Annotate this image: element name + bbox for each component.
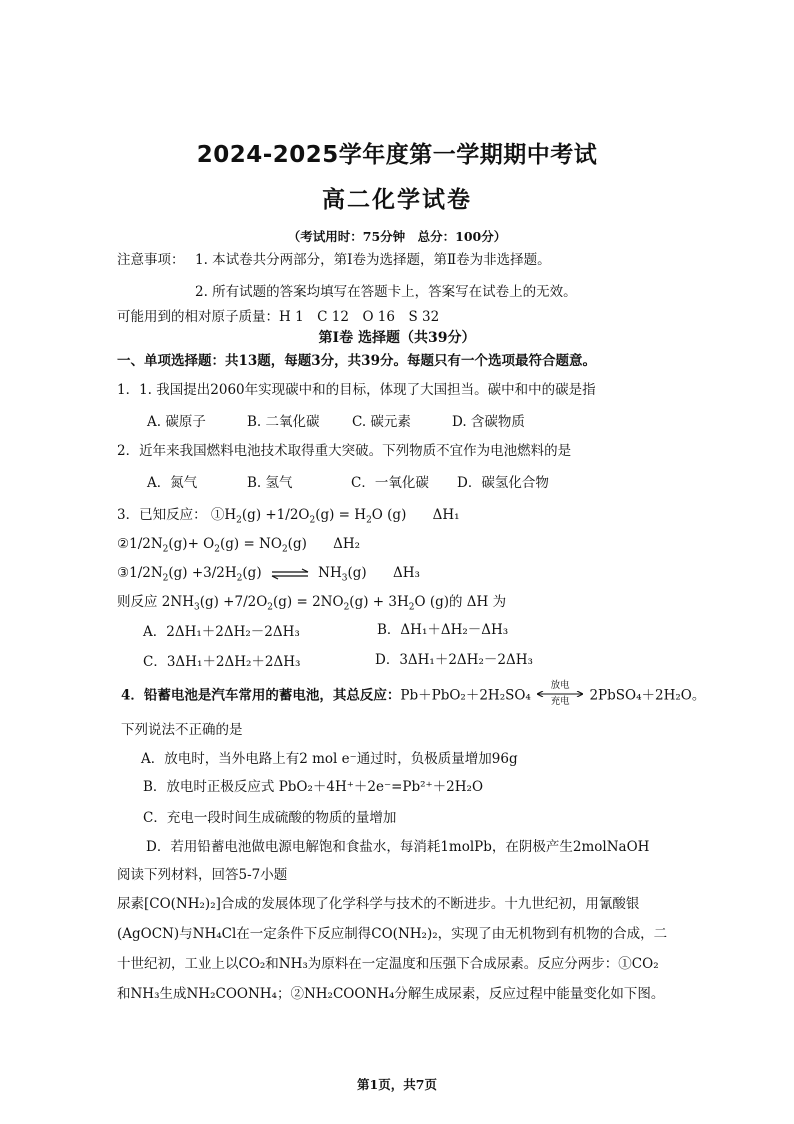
q4-ask: 下列说法不正确的是	[121, 722, 243, 738]
part-heading: 一、单项选择题：共13题，每题3分，共39分。每题只有一个选项最符合题意。	[117, 353, 596, 369]
q4-eq-right: 2PbSO₄＋2H₂O。	[589, 687, 706, 704]
q3-r1-dh: ΔH₁	[432, 507, 460, 523]
q4-eq-left: Pb＋PbO₂＋2H₂SO₄	[400, 687, 531, 704]
q3-r2-dh: ΔH₂	[333, 536, 361, 552]
q2-stem: 2．近年来我国燃料电池技术取得重大突破。下列物质不宜作为电池燃料的是	[117, 443, 572, 459]
q2-option-a: A．氮气	[147, 475, 198, 491]
reading-line-2: (AgOCN)与NH₄Cl在一定条件下反应制得CO(NH₂)₂，实现了由无机物到有机物的合成，二	[117, 926, 668, 942]
q3-reaction-1: 3．已知反应： $①H_2(g) +1/2O_2(g) = H_2O$ (g) ΔH₁	[117, 507, 460, 526]
q4-option-b: B．放电时正极反应式 PbO₂＋4H⁺＋2e⁻=Pb²⁺＋2H₂O	[143, 779, 484, 795]
reading-line-3: 十世纪初，工业上以CO₂和NH₃为原料在一定温度和压强下合成尿素。反应分两步：①CO₂	[117, 956, 659, 972]
q4-arrow-top: 放电	[550, 680, 570, 691]
q2-option-c: C．一氧化碳	[351, 475, 429, 491]
q3-reaction-2: $②1/2N_2(g)+ O_2(g) = NO_2(g)$ ΔH₂	[117, 536, 361, 555]
q4-option-a: A．放电时，当外电路上有2 mol e⁻通过时，负极质量增加96g	[141, 751, 518, 767]
equilibrium-arrow-icon	[270, 568, 310, 580]
reaction-arrow	[537, 680, 583, 709]
q3-r2-label: ②	[117, 536, 130, 552]
q1-stem: 1．1. 我国提出2060年实现碳中和的目标，体现了大国担当。碳中和中的碳是指	[117, 382, 596, 398]
atomic-mass-label: 可能用到的相对原子质量：	[117, 309, 279, 325]
q3-ask-suffix: 的 ΔH 为	[449, 594, 507, 610]
q3-option-c: C．3ΔH₁＋2ΔH₂＋2ΔH₃	[143, 654, 301, 670]
notes-item-2: 2. 所有试题的答案均填写在答题卡上，答案写在试卷上的无效。	[195, 284, 577, 300]
q4-stem-line	[121, 680, 706, 709]
q1-option-d: D. 含碳物质	[452, 414, 525, 430]
reading-line-4: 和NH₃生成NH₂COONH₄；②NH₂COONH₄分解生成尿素，反应过程中能量变化如下图。	[117, 986, 665, 1002]
q3-reaction-3: $③1/2N_2(g) +3/2H_2(g)$ $NH_3(g)$ ΔH₃	[117, 565, 420, 584]
notes-item-1: 1. 本试卷共分两部分，第Ⅰ卷为选择题，第Ⅱ卷为非选择题。	[195, 252, 551, 268]
q3-r3-label: ③	[117, 565, 130, 581]
reading-intro: 阅读下列材料，回答5-7小题	[117, 867, 288, 883]
q4-stem: 4．铅蓄电池是汽车常用的蓄电池，其总反应：	[121, 687, 401, 704]
atomic-mass-values: H 1 C 12 O 16 S 32	[279, 309, 440, 325]
exam-subtitle: 高二化学试卷	[322, 187, 472, 213]
q3-ask-prefix: 则反应	[117, 594, 158, 610]
q3-r3-dh: ΔH₃	[392, 565, 420, 581]
exam-info: （考试用时：75分钟 总分：100分）	[287, 229, 507, 244]
q1-option-a: A. 碳原子	[147, 414, 206, 430]
reading-line-1: 尿素[CO(NH₂)₂]合成的发展体现了化学科学与技术的不断进步。十九世纪初，用氰酸银	[117, 896, 640, 912]
q3-ask: 则反应 $2NH_3(g) +7/2O_2(g) = 2NO_2(g) + 3H_2O$ (g)的 ΔH 为	[117, 594, 507, 613]
page-number: 第1页，共7页	[357, 1077, 437, 1092]
q3-r1-label: ①	[210, 507, 225, 523]
q4-arrow-bottom: 充电	[550, 696, 570, 707]
q4-option-d: D．若用铅蓄电池做电源电解饱和食盐水，每消耗1molPb，在阴极产生2molNaOH	[146, 839, 650, 855]
q3-option-a: A．2ΔH₁＋2ΔH₂－2ΔH₃	[143, 624, 300, 640]
q2-option-d: D．碳氢化合物	[457, 475, 549, 491]
q3-option-d: D．3ΔH₁＋2ΔH₂－2ΔH₃	[375, 652, 533, 668]
q1-option-c: C. 碳元素	[352, 414, 411, 430]
q4-option-c: C．充电一段时间生成硫酸的物质的量增加	[143, 810, 397, 826]
section-title: 第Ⅰ卷 选择题（共39分）	[318, 330, 476, 346]
q3-stem: 3．已知反应：	[117, 507, 207, 523]
q1-option-b: B. 二氧化碳	[247, 414, 320, 430]
notes-label: 注意事项：	[117, 252, 185, 268]
q3-option-b: B．ΔH₁＋ΔH₂－ΔH₃	[377, 622, 509, 638]
q2-option-b: B. 氢气	[247, 475, 293, 491]
exam-title: 2024-2025学年度第一学期期中考试	[196, 142, 598, 168]
atomic-mass-line	[117, 308, 439, 326]
